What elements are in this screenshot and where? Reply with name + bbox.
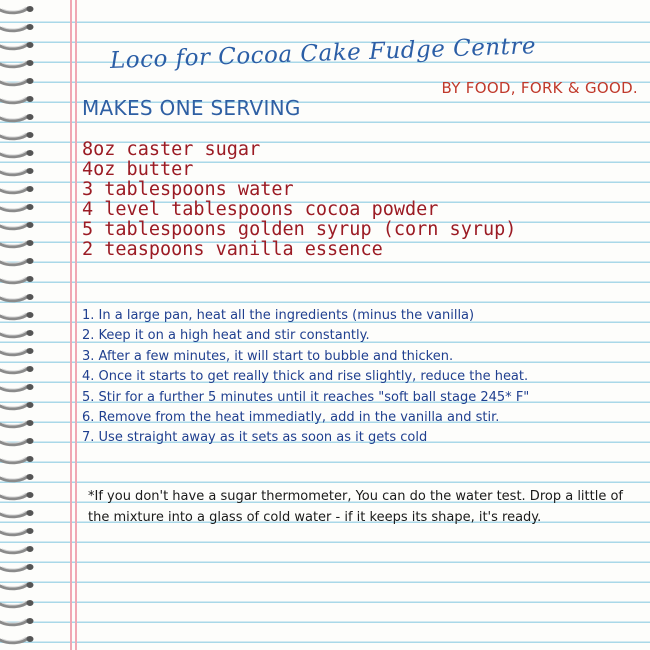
footnote: *If you don't have a sugar thermometer, You can do the water test. Drop a little of the mixture into a glass of cold water - if it keeps its shape, it's ready. [88, 489, 624, 525]
spiral-ring [0, 348, 34, 355]
spiral-ring [0, 384, 34, 391]
spiral-ring [0, 456, 34, 463]
ingredient-list [82, 140, 516, 260]
spiral-ring [0, 222, 34, 229]
spiral-ring [0, 132, 34, 139]
method-step: 6. Remove from the heat immediatly, add in the vanilla and stir. [82, 409, 500, 425]
method-step: 7. Use straight away as it sets as soon as it gets cold [82, 430, 428, 446]
spiral-ring [0, 330, 34, 337]
margin-line [75, 0, 77, 650]
spiral-ring [0, 528, 34, 535]
spiral-ring [0, 24, 34, 31]
margin-line [70, 0, 72, 650]
spiral-ring [0, 60, 34, 67]
spiral-ring [0, 168, 34, 175]
spiral-ring [0, 6, 34, 13]
spiral-ring [0, 636, 34, 643]
ingredient-item: 4oz butter [82, 159, 194, 180]
spiral-ring [0, 78, 34, 85]
recipe-byline: BY FOOD, FORK & GOOD. [441, 79, 638, 97]
method-step: 1. In a large pan, heat all the ingredients (minus the vanilla) [82, 308, 475, 323]
spiral-ring [0, 492, 34, 499]
spiral-ring [0, 402, 34, 409]
spiral-ring [0, 438, 34, 445]
spiral-ring [0, 240, 34, 247]
ingredient-item: 8oz caster sugar [82, 139, 261, 160]
spiral-ring [0, 42, 34, 49]
ingredient-item: 3 tablespoons water [82, 179, 294, 200]
serving-size: MAKES ONE SERVING [82, 96, 301, 120]
spiral-ring [0, 276, 34, 283]
spiral-ring [0, 600, 34, 607]
spiral-ring [0, 150, 34, 157]
recipe-title: Loco for Cocoa Cake Fudge Centre [109, 33, 537, 74]
spiral-binding [0, 0, 40, 650]
spiral-ring [0, 294, 34, 301]
method-step: 3. After a few minutes, it will start to bubble and thicken. [82, 348, 454, 364]
method-step: 2. Keep it on a high heat and stir constantly. [82, 328, 370, 344]
spiral-ring [0, 546, 34, 553]
spiral-ring [0, 420, 34, 427]
spiral-ring [0, 114, 34, 121]
spiral-ring [0, 564, 34, 571]
spiral-ring [0, 312, 34, 319]
method-step: 4. Once it starts to get really thick and rise slightly, reduce the heat. [82, 369, 529, 385]
method-steps [82, 306, 529, 449]
spiral-ring [0, 474, 34, 481]
spiral-ring [0, 366, 34, 373]
spiral-ring [0, 618, 34, 625]
spiral-ring [0, 204, 34, 211]
ingredient-item: 5 tablespoons golden syrup (corn syrup) [82, 219, 517, 240]
spiral-ring [0, 186, 34, 193]
ingredient-item: 2 teaspoons vanilla essence [82, 239, 383, 260]
spiral-ring [0, 510, 34, 517]
spiral-ring [0, 96, 34, 103]
spiral-ring [0, 258, 34, 265]
method-step: 5. Stir for a further 5 minutes until it reaches "soft ball stage 245* F" [82, 389, 530, 405]
spiral-ring [0, 582, 34, 589]
ingredient-item: 4 level tablespoons cocoa powder [82, 199, 439, 220]
